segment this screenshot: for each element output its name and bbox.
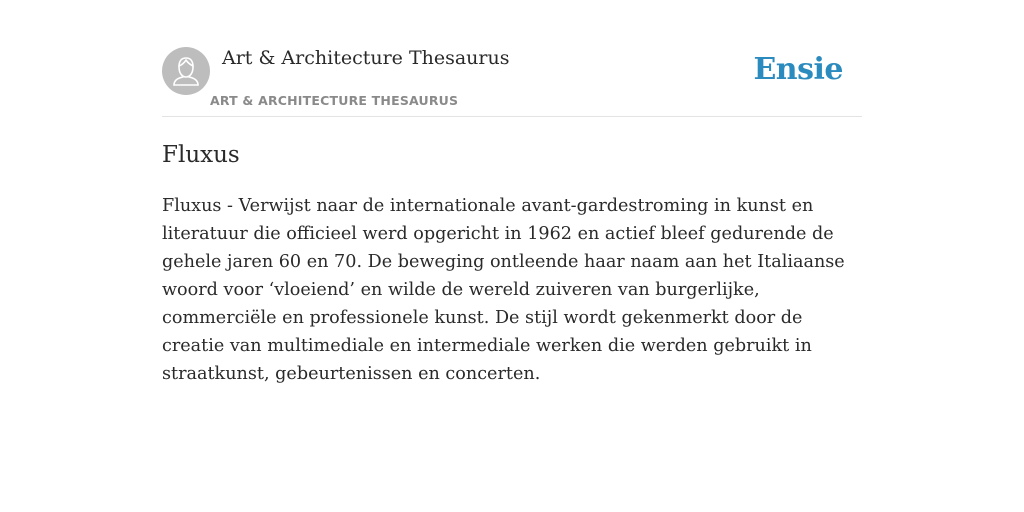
user-placeholder-icon[interactable] [162,47,210,95]
source-subtitle[interactable]: ART & ARCHITECTURE THESAURUS [210,93,459,108]
source-header [162,46,862,117]
source-title[interactable]: Art & Architecture Thesaurus [222,47,510,69]
brand-logo[interactable]: Ensie [753,52,843,87]
entry-body: Fluxus - Verwijst naar de internationale avant-gardestroming in kunst en literatuur die officieel werd opgericht in 1962 en actief bleef gedurende de gehele jaren 60 en 70. De beweging ontleende haar naam aan het Italiaanse woord voor ‘vloeiend’ en wilde de wereld zuiveren van burgerlijke, commerciële en professionele kunst. De stijl wordt gekenmerkt door de creatie van multimediale en intermediale werken die werden gebruikt in straatkunst, gebeurtenissen en concerten. [162,196,845,384]
entry-title: Fluxus [162,142,240,168]
